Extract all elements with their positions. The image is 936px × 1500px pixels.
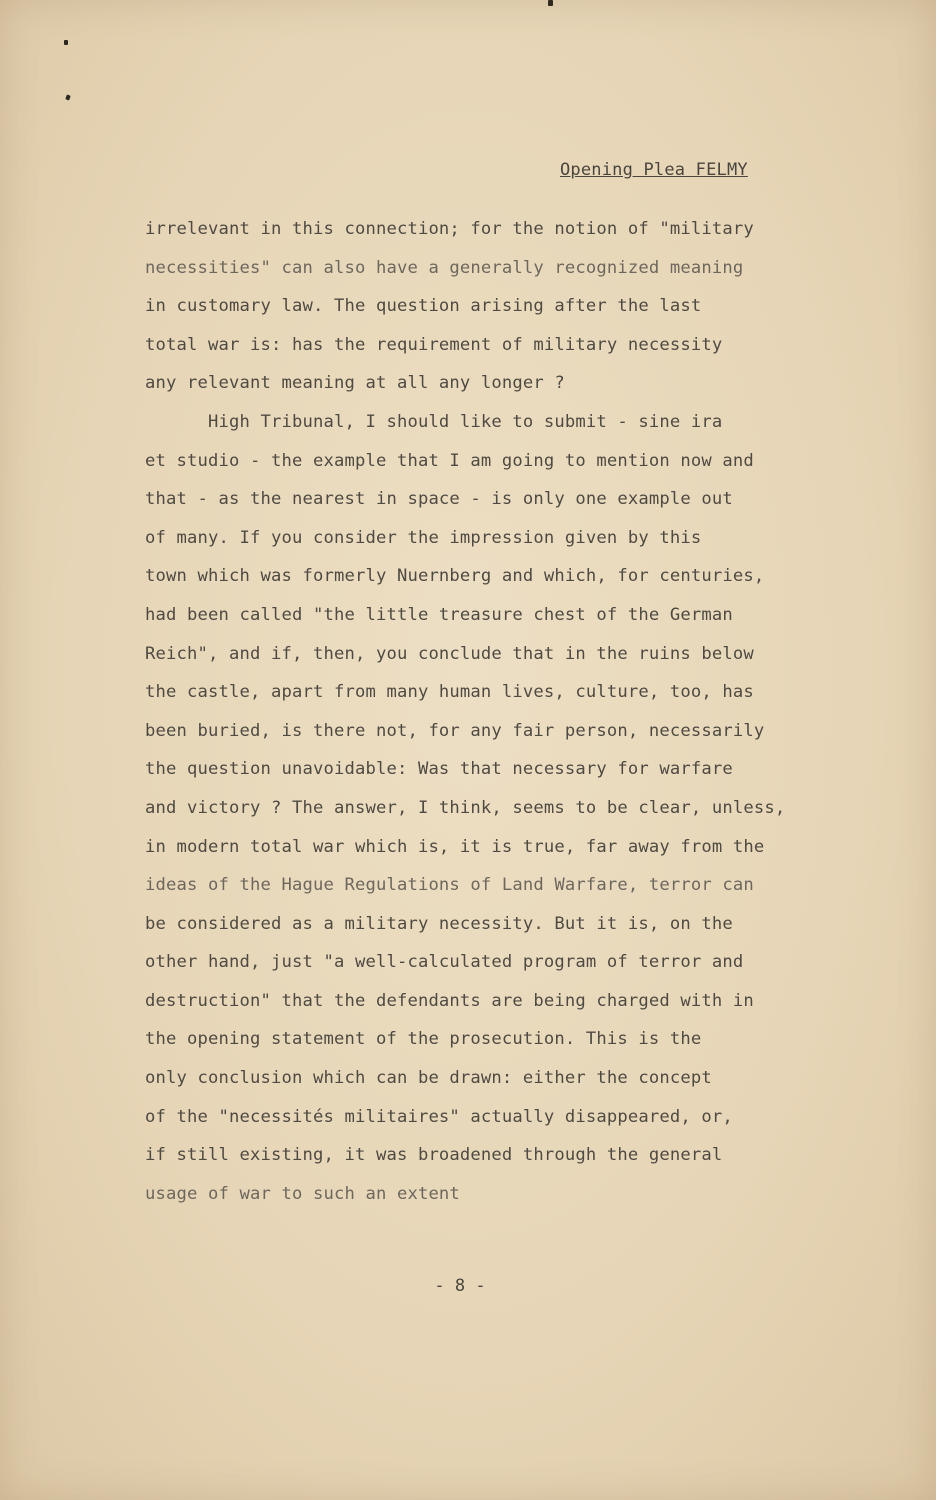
ink-speck: [65, 94, 70, 100]
text-line: destruction" that the defendants are being charged with in: [145, 990, 754, 1011]
text-line: the opening statement of the prosecution. This is the: [145, 1029, 702, 1050]
text-line: been buried, is there not, for any fair person, necessarily: [145, 720, 765, 741]
text-line: Reich", and if, then, you conclude that in the ruins below: [145, 643, 754, 664]
text-line: ideas of the Hague Regulations of Land Warfare, terror can: [145, 875, 754, 896]
text-line: and victory ? The answer, I think, seems to be clear, unless,: [145, 797, 786, 818]
text-line: had been called "the little treasure chest of the German: [145, 604, 733, 625]
page-header: Opening Plea FELMY: [560, 160, 748, 180]
text-line: total war is: has the requirement of military necessity: [145, 334, 723, 355]
text-line: in customary law. The question arising after the last: [145, 296, 702, 317]
text-line: only conclusion which can be drawn: either the concept: [145, 1068, 712, 1089]
text-line: the question unavoidable: Was that necessary for warfare: [145, 759, 733, 780]
body-text: [145, 214, 845, 1217]
text-line: of many. If you consider the impression given by this: [145, 527, 702, 548]
text-line: irrelevant in this connection; for the notion of "military: [145, 219, 754, 239]
text-line: the castle, apart from many human lives, culture, too, has: [145, 682, 754, 703]
text-line: be considered as a military necessity. But it is, on the: [145, 913, 733, 934]
text-line: High Tribunal, I should like to submit - sine ira: [145, 411, 723, 432]
ink-speck: [64, 40, 68, 45]
ink-speck: [548, 0, 553, 6]
text-line: if still existing, it was broadened through the general: [145, 1145, 723, 1166]
text-line: other hand, just "a well-calculated program of terror and: [145, 952, 744, 973]
page-number: - 8 -: [434, 1276, 486, 1296]
text-line: et studio - the example that I am going to mention now and: [145, 450, 754, 471]
text-line: in modern total war which is, it is true, far away from the: [145, 836, 765, 857]
text-line: town which was formerly Nuernberg and which, for centuries,: [145, 566, 765, 587]
text-line: usage of war to such an extent: [145, 1183, 460, 1204]
text-line: of the "necessités militaires" actually disappeared, or,: [145, 1106, 733, 1127]
text-line: necessities" can also have a generally recognized meaning: [145, 257, 744, 278]
text-line: that - as the nearest in space - is only one example out: [145, 489, 733, 510]
text-line: any relevant meaning at all any longer ?: [145, 373, 565, 394]
